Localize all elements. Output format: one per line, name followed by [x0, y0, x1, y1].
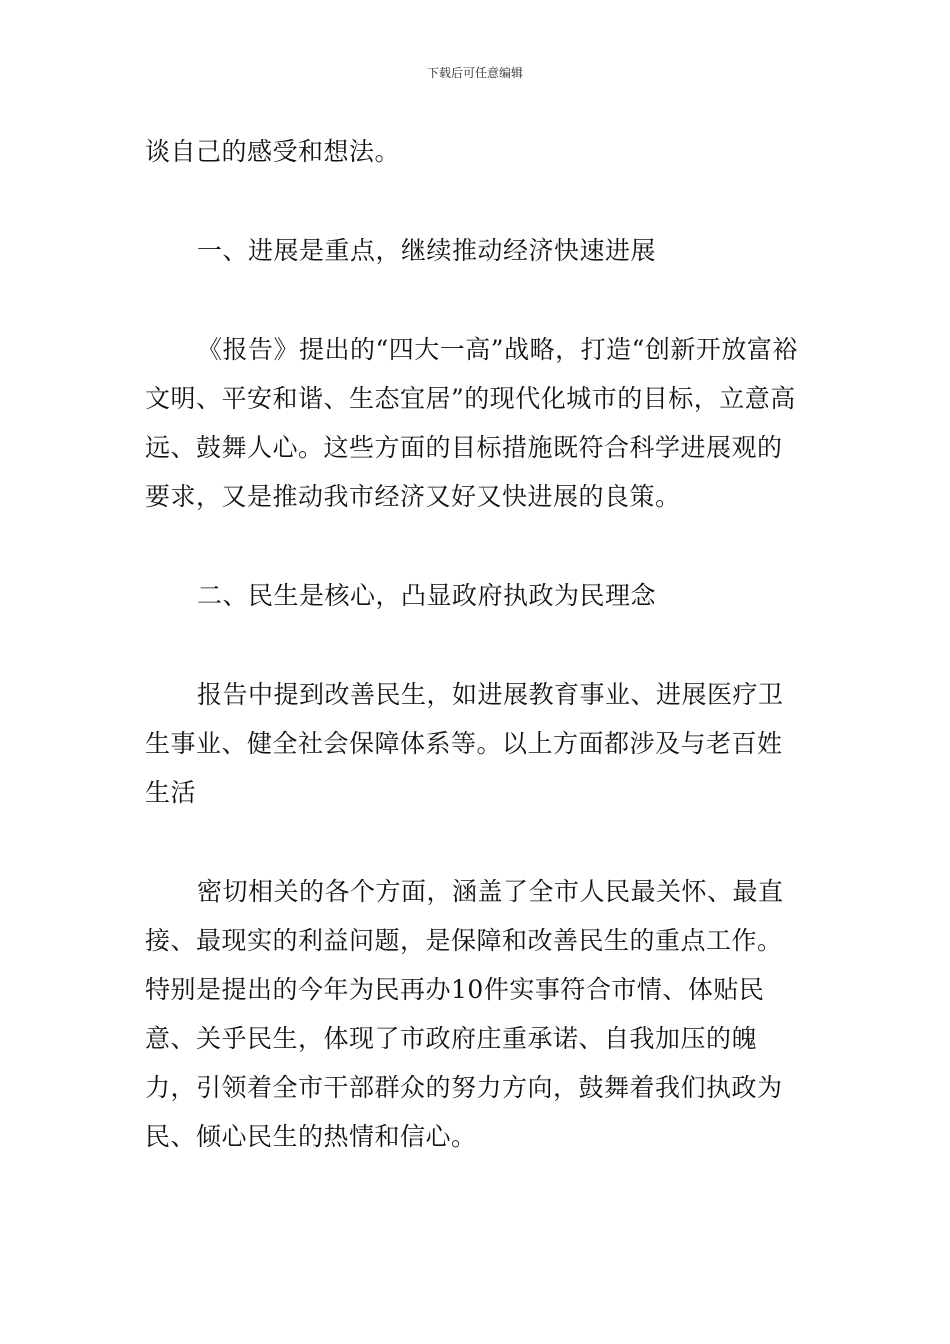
paragraph-gap [145, 521, 807, 571]
paragraph-gap [145, 275, 807, 325]
paragraph-gap [145, 620, 807, 670]
paragraph-report-strategy: 《报告》提出的“四大一高”战略，打造“创新开放富裕文明、平安和谐、生态宜居”的现代化城市的目标，立意高远、鼓舞人心。这些方面的目标措施既符合科学进展观的要求，又是推动我市经济又好又快进展的良策。 [145, 335, 798, 511]
paragraph-gap [145, 176, 807, 226]
section-heading-2: 二、民生是核心，凸显政府执政为民理念 [197, 581, 657, 610]
paragraph-continuation: 谈自己的感受和想法。 [145, 137, 401, 166]
paragraph-livelihood-continued: 密切相关的各个方面，涵盖了全市人民最关怀、最直接、最现实的利益问题，是保障和改善民生的重点工作。特别是提出的今年为民再办10件实事符合市情、体贴民意、关乎民生，体现了市政府庄重承诺、自我加压的魄力，引领着全市干部群众的努力方向，鼓舞着我们执政为民、倾心民生的热情和信心。 [145, 877, 784, 1151]
document-body [145, 127, 807, 1161]
section-heading-1: 一、进展是重点，继续推动经济快速进展 [197, 236, 657, 265]
paragraph-livelihood: 报告中提到改善民生，如进展教育事业、进展医疗卫生事业、健全社会保障体系等。以上方面都涉及与老百姓生活 [145, 680, 784, 807]
page-header: 下载后可任意编辑 [426, 66, 523, 80]
paragraph-gap [145, 817, 807, 867]
